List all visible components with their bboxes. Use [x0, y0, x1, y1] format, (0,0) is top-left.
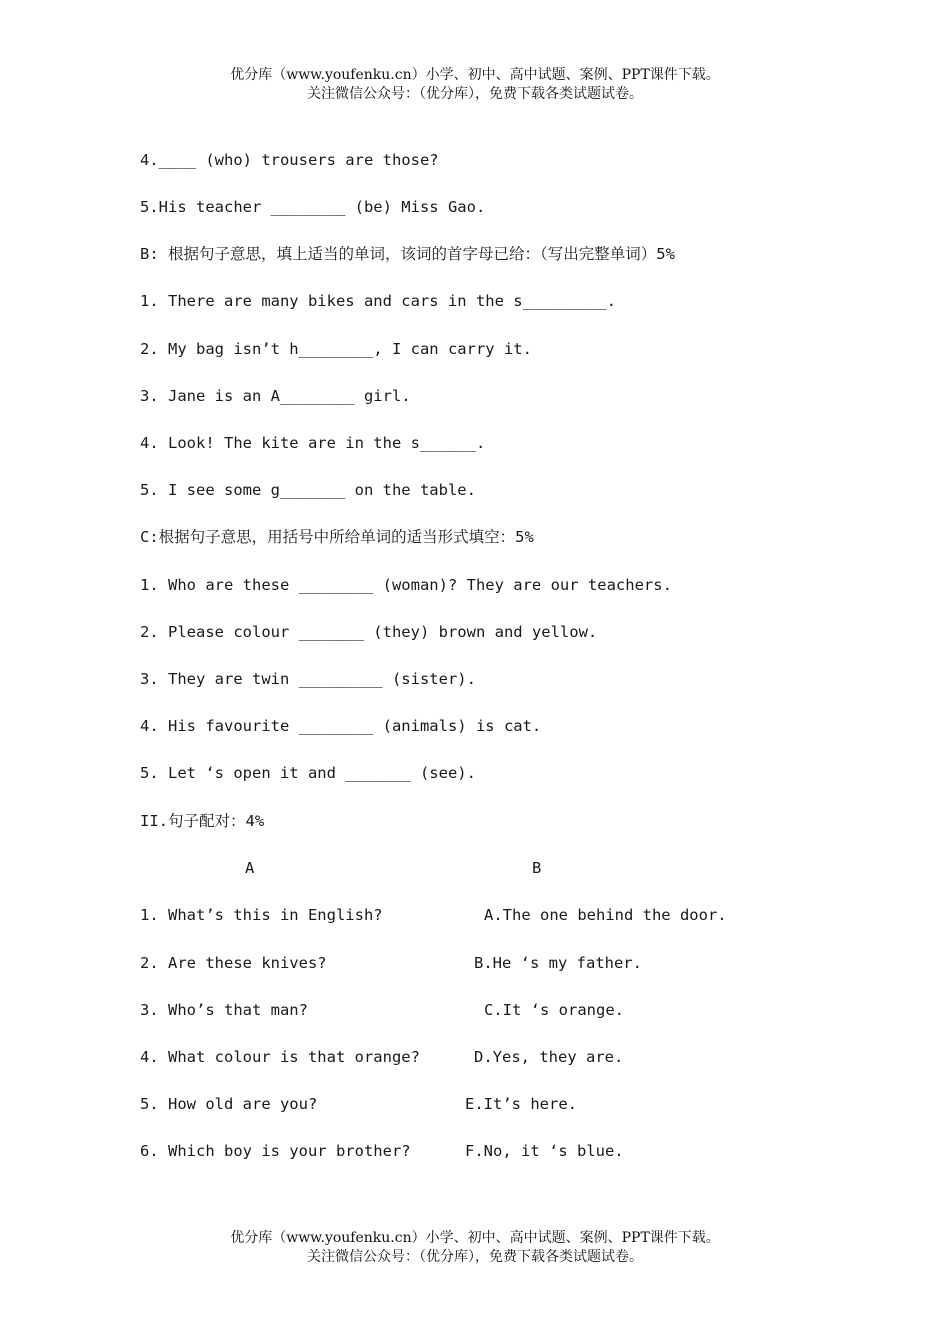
question-c5: 5. Let ‘s open it and _______ (see). [140, 764, 476, 782]
match-b4: D.Yes, they are. [474, 1048, 624, 1066]
page-header [0, 66, 950, 104]
question-c3: 3. They are twin _________ (sister). [140, 670, 476, 688]
question-b1: 1. There are many bikes and cars in the s_________. [140, 292, 616, 310]
column-a-heading: A [245, 859, 255, 877]
match-a1: 1. What’s this in English? [140, 906, 383, 924]
match-b2: B.He ‘s my father. [474, 954, 642, 972]
question-b2: 2. My bag isn’t h________, I can carry it. [140, 340, 532, 358]
match-b1: A.The one behind the door. [484, 906, 727, 924]
section-ii-title: II.句子配对：4% [140, 812, 265, 830]
match-a5: 5. How old are you? [140, 1095, 318, 1113]
match-b5: E.It’s here. [465, 1095, 577, 1113]
match-b6: F.No, it ‘s blue. [465, 1142, 624, 1160]
footer-line-2: 关注微信公众号：（优分库），免费下载各类试题试卷。 [307, 1249, 643, 1265]
match-a3: 3. Who’s that man? [140, 1001, 308, 1019]
question-c4: 4. His favourite ________ (animals) is cat. [140, 717, 542, 735]
question-b4: 4. Look! The kite are in the s______. [140, 434, 486, 452]
question-c1: 1. Who are these ________ (woman)? They are our teachers. [140, 576, 672, 594]
question-c2: 2. Please colour _______ (they) brown and yellow. [140, 623, 598, 641]
match-a2: 2. Are these knives? [140, 954, 327, 972]
column-b-heading: B [532, 859, 542, 877]
question-a4: 4.____ (who) trousers are those? [140, 151, 439, 169]
footer-line-1: 优分库（www.youfenku.cn）小学、初中、高中试题、案例、PPT课件下载。 [230, 1230, 720, 1246]
header-line-2: 关注微信公众号：（优分库），免费下载各类试题试卷。 [307, 86, 643, 102]
match-a6: 6. Which boy is your brother? [140, 1142, 411, 1160]
question-a5: 5.His teacher ________ (be) Miss Gao. [140, 198, 486, 216]
question-b3: 3. Jane is an A________ girl. [140, 387, 411, 405]
match-a4: 4. What colour is that orange? [140, 1048, 420, 1066]
question-b5: 5. I see some g_______ on the table. [140, 481, 476, 499]
header-line-1: 优分库（www.youfenku.cn）小学、初中、高中试题、案例、PPT课件下载。 [230, 67, 720, 83]
page-footer [0, 1229, 950, 1267]
match-b3: C.It ‘s orange. [484, 1001, 624, 1019]
section-c-title: C:根据句子意思，用括号中所给单词的适当形式填空：5% [140, 528, 534, 546]
section-b-title: B: 根据句子意思，填上适当的单词，该词的首字母已给：（写出完整单词）5% [140, 245, 675, 263]
